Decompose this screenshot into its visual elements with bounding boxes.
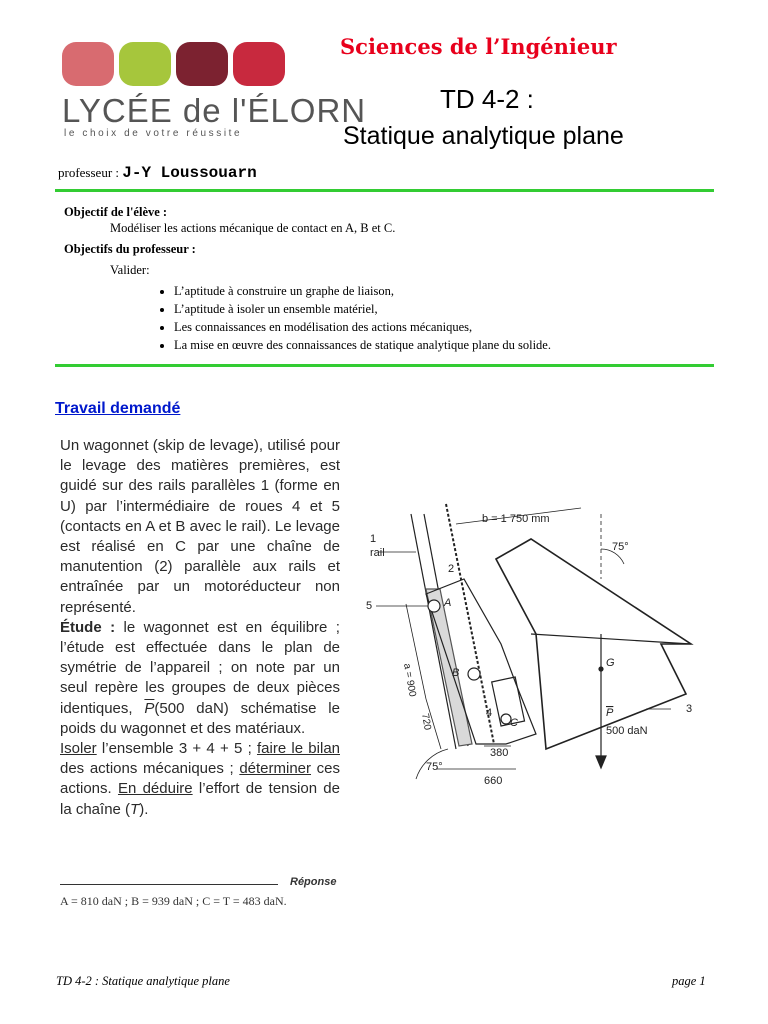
work-title: Travail demandé: [55, 400, 181, 417]
fig-label-500: 500 daN: [606, 725, 648, 737]
logo-tagline: le choix de votre réussite: [64, 128, 243, 139]
weight-arrow-head: [596, 756, 606, 768]
deduire-text: l’effort de tension de la chaîne (: [60, 780, 340, 818]
fig-label-b-point: B: [452, 667, 460, 679]
list-item: • La mise en œuvre des connaissances de statique analytique plane du solide.: [174, 336, 704, 354]
ces-actions-text: ces actions.: [60, 760, 340, 798]
fig-label-a-dim: a = 900: [401, 662, 418, 698]
exercise-paragraph-3: [60, 739, 340, 820]
logo-blob-2: [119, 42, 171, 86]
wheel-a: [428, 600, 440, 612]
professor-line: [58, 164, 257, 182]
isoler-word: Isoler: [60, 740, 97, 758]
list-item: • Les connaissances en modélisation des actions mécaniques,: [174, 318, 704, 336]
fig-label-5: 5: [366, 600, 373, 612]
t-symbol: T: [130, 800, 140, 818]
td-subtitle: Statique analytique plane: [343, 122, 624, 150]
fig-label-720: 720: [419, 712, 433, 731]
determiner-word: déterminer: [239, 760, 312, 778]
fig-label-a-point: A: [444, 597, 452, 609]
logo-blobs: [62, 42, 302, 86]
fig-label-3: 3: [686, 703, 693, 715]
wagon-rim: [531, 634, 691, 644]
teacher-objective-list: [64, 282, 704, 354]
faire-bilan-word: faire le bilan: [256, 740, 340, 758]
answer-rule: [60, 884, 278, 885]
fig-label-c: C: [510, 717, 518, 729]
logo-blob-3: [176, 42, 228, 86]
td-number: TD 4-2 :: [440, 84, 534, 114]
exercise-paragraph-2: [60, 618, 340, 739]
answer-label: Réponse: [290, 876, 337, 888]
exercise-text: [60, 436, 340, 820]
wagon-body: [496, 539, 691, 749]
closing-text: ).: [139, 800, 149, 818]
teacher-objective-heading: Objectifs du professeur :: [64, 242, 196, 256]
student-objective-text: Modéliser les actions mécanique de contact en A, B et C.: [110, 221, 396, 235]
logo-blob-4: [233, 42, 285, 86]
wagon-figure: [356, 494, 716, 794]
etude-text: le wagonnet est en équilibre ; l’étude est effectuée dans le plan de symétrie de l’appareil ; on note par un seul repère les groupes de deux pièces identiques,: [60, 618, 340, 717]
professor-label: professeur :: [58, 165, 123, 180]
isoler-text: l’ensemble 3 + 4 + 5 ;: [96, 740, 257, 758]
fig-label-660: 660: [484, 775, 503, 787]
fig-label-1: 1: [370, 533, 377, 545]
header-title: Sciences de l’Ingénieur: [340, 34, 617, 59]
footer-title: TD 4-2 : Statique analytique plane: [56, 974, 230, 988]
p-vector: $\overline{P}$: [144, 699, 155, 717]
fig-label-g: G: [606, 657, 615, 669]
fig-label-380: 380: [490, 747, 509, 759]
divider-bottom: [55, 364, 714, 367]
list-item: • L’aptitude à construire un graphe de liaison,: [174, 282, 704, 300]
objectives-block: [64, 204, 704, 354]
divider-top: [55, 189, 714, 192]
fig-label-4: 4: [486, 707, 493, 719]
answer-text: A = 810 daN ; B = 939 daN ; C = T = 483 daN.: [60, 894, 287, 908]
etude-label: Étude :: [60, 618, 116, 636]
teacher-objective-intro: Valider:: [110, 263, 150, 277]
student-objective-heading: Objectif de l'élève :: [64, 205, 168, 219]
fig-label-p: P: [606, 707, 614, 719]
logo-name: LYCÉE de l'ÉLORN: [62, 92, 367, 129]
wheel-b: [468, 668, 480, 680]
list-item: • L’aptitude à isoler un ensemble matériel,: [174, 300, 704, 318]
fig-label-2: 2: [448, 563, 455, 575]
fig-label-b: b = 1 750 mm: [482, 513, 550, 525]
fig-label-75-bottom: 75°: [426, 761, 443, 773]
logo-blob-1: [62, 42, 114, 86]
bilan-text: des actions mécaniques ;: [60, 760, 240, 778]
en-deduire-word: En déduire: [117, 780, 193, 798]
exercise-paragraph-1: Un wagonnet (skip de levage), utilisé pour le levage des matières premières, est guidé sur des rails parallèles 1 (forme en U) par l’intermédiaire de roues 4 et 5 (contacts en A et B avec le rail). Le levage est réalisé en C par une chaîne de manutention (2) parallèle aux rails et entraînée par un motoréducteur non représenté.: [60, 437, 340, 616]
page-number: page 1: [672, 974, 706, 988]
fig-label-75-top: 75°: [612, 541, 629, 553]
school-logo: [62, 42, 367, 152]
center-g: [599, 667, 603, 671]
professor-name: J-Y Loussouarn: [122, 164, 257, 182]
fig-label-rail: rail: [370, 547, 385, 559]
p-text: (500 daN) schématise le poids du wagonnet et des matériaux.: [60, 699, 340, 737]
